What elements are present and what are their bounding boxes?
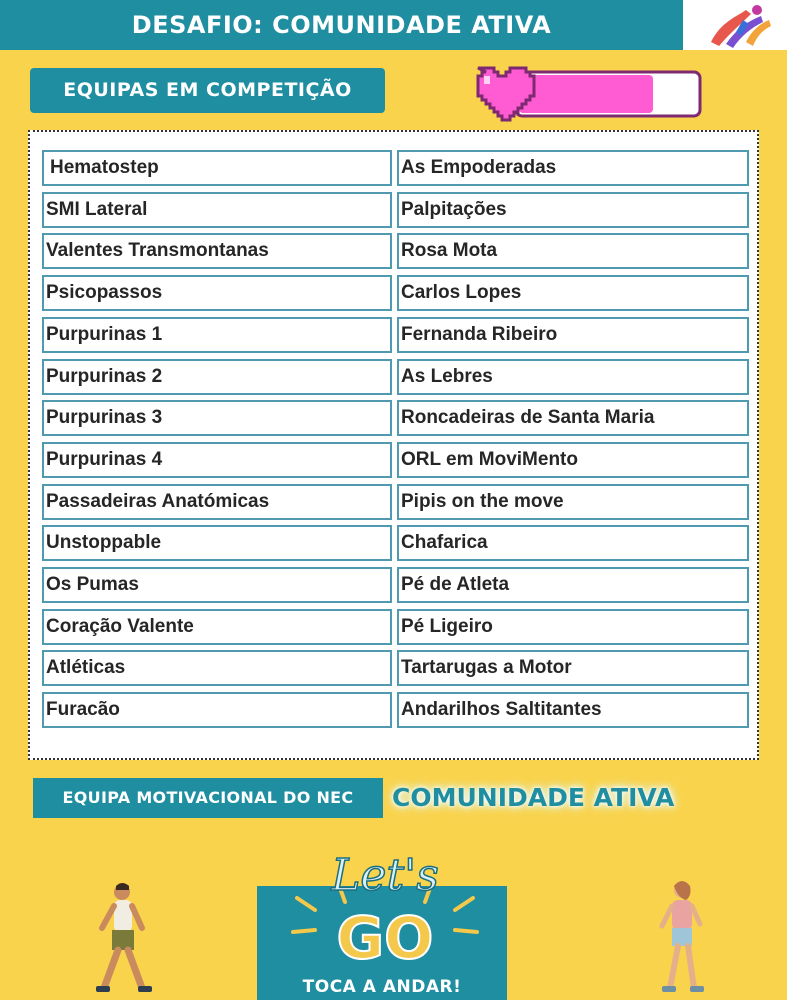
motivational-team-label: EQUIPA MOTIVACIONAL DO NEC bbox=[33, 778, 383, 818]
team-cell-right: Carlos Lopes bbox=[397, 275, 749, 311]
team-cell-right: Tartarugas a Motor bbox=[397, 650, 749, 686]
page-title: DESAFIO: COMUNIDADE ATIVA bbox=[131, 11, 552, 39]
team-cell-right: Chafarica bbox=[397, 525, 749, 561]
team-cell-left: Psicopassos bbox=[42, 275, 392, 311]
team-cell-left: Passadeiras Anatómicas bbox=[42, 484, 392, 520]
team-cell-right: Pipis on the move bbox=[397, 484, 749, 520]
team-cell-right: ORL em MoviMento bbox=[397, 442, 749, 478]
team-cell-left: Os Pumas bbox=[42, 567, 392, 603]
team-cell-left: Coração Valente bbox=[42, 609, 392, 645]
team-cell-left: Purpurinas 3 bbox=[42, 400, 392, 436]
teams-section-label: EQUIPAS EM COMPETIÇÃO bbox=[30, 68, 385, 113]
meter-fill bbox=[519, 75, 653, 113]
walking-woman-illustration bbox=[650, 878, 710, 1000]
team-cell-left: Hematostep bbox=[42, 150, 392, 186]
runner-brush-icon bbox=[691, 2, 781, 50]
team-cell-right: As Lebres bbox=[397, 359, 749, 395]
community-brand-text: COMUNIDADE ATIVA bbox=[392, 783, 675, 812]
lets-text: Let's bbox=[331, 850, 439, 901]
lets-go-logo bbox=[285, 840, 485, 980]
teams-panel bbox=[28, 130, 759, 760]
heart-progress-meter bbox=[470, 58, 702, 130]
team-cell-right: Andarilhos Saltitantes bbox=[397, 692, 749, 728]
team-cell-right: Pé Ligeiro bbox=[397, 609, 749, 645]
team-cell-left: Unstoppable bbox=[42, 525, 392, 561]
team-cell-left: Atléticas bbox=[42, 650, 392, 686]
team-cell-right: Rosa Mota bbox=[397, 233, 749, 269]
go-text: GO bbox=[336, 904, 434, 972]
team-cell-left: Purpurinas 1 bbox=[42, 317, 392, 353]
team-cell-right: Pé de Atleta bbox=[397, 567, 749, 603]
team-cell-right: Palpitações bbox=[397, 192, 749, 228]
team-cell-left: Purpurinas 4 bbox=[42, 442, 392, 478]
team-cell-right: As Empoderadas bbox=[397, 150, 749, 186]
corner-logo bbox=[683, 0, 787, 50]
team-cell-right: Roncadeiras de Santa Maria bbox=[397, 400, 749, 436]
toca-a-andar-caption: TOCA A ANDAR! bbox=[302, 977, 462, 997]
team-cell-left: Purpurinas 2 bbox=[42, 359, 392, 395]
team-cell-left: SMI Lateral bbox=[42, 192, 392, 228]
walking-man-illustration bbox=[88, 880, 158, 1000]
team-cell-right: Fernanda Ribeiro bbox=[397, 317, 749, 353]
team-cell-left: Valentes Transmontanas bbox=[42, 233, 392, 269]
team-cell-left: Furacão bbox=[42, 692, 392, 728]
